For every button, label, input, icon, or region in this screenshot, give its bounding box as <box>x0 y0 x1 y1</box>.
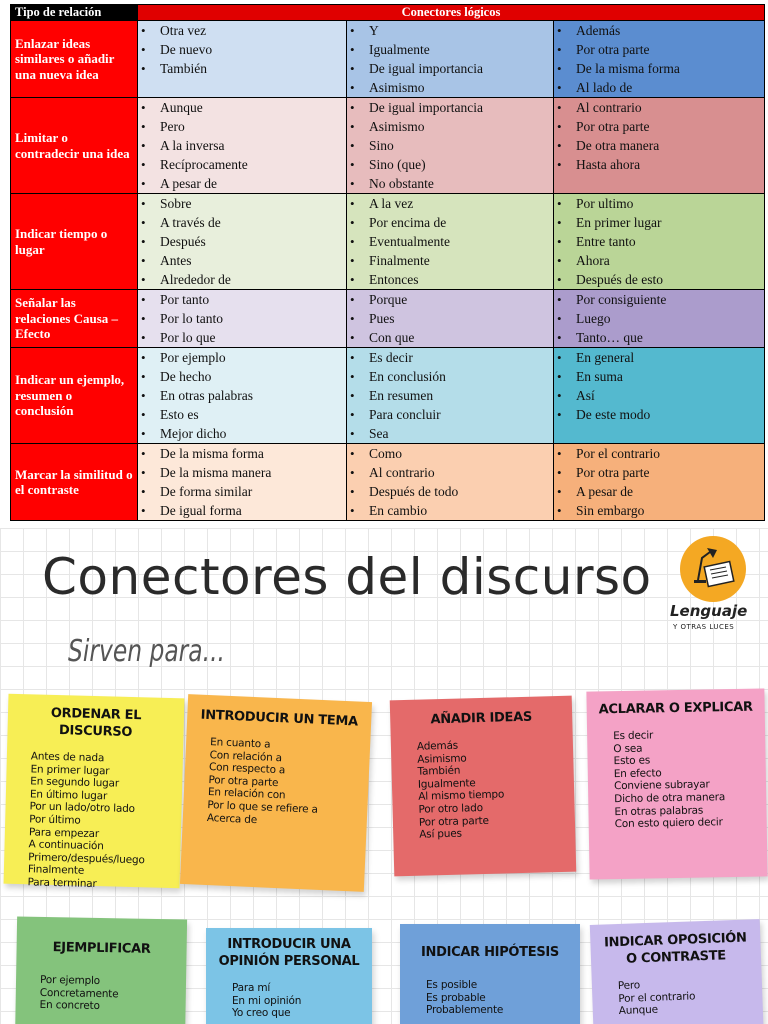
sticky-note-item: Dicho de otra manera <box>614 791 726 806</box>
sticky-note-item: Con relación a <box>209 748 283 764</box>
connector-item: • También <box>138 59 346 78</box>
logo-subtext: Y OTRAS LUCES <box>673 623 735 631</box>
connector-item: • Pero <box>138 117 346 136</box>
sticky-note-item: Por el contrario <box>618 989 696 1005</box>
connector-item: • A pesar de <box>138 174 346 193</box>
sticky-note-item: Con esto quiero decir <box>614 816 723 831</box>
sticky-note-item: Aunque <box>618 1003 659 1018</box>
sticky-note-item: Para terminar <box>27 876 97 891</box>
connector-item: • Es decir <box>347 348 553 367</box>
connector-cell <box>347 348 554 444</box>
sticky-note-item: También <box>417 764 461 778</box>
connectors-poster <box>0 528 768 1024</box>
connector-item: • De la misma forma <box>138 444 346 463</box>
sticky-note-item: Para mí <box>232 982 271 994</box>
sticky-note <box>206 928 372 1024</box>
sticky-note-item: Es decir <box>613 729 654 743</box>
lamp-book-logo-icon <box>680 536 746 602</box>
connector-item: • Por ultimo <box>554 194 764 213</box>
connector-cell <box>138 98 347 194</box>
connector-cell <box>138 194 347 290</box>
connector-item: • Antes <box>138 251 346 270</box>
connector-item: • Esto es <box>138 405 346 424</box>
sticky-note-item: En segundo lugar <box>30 775 120 790</box>
connector-item: • Como <box>347 444 553 463</box>
sticky-note-item: En relación con <box>207 786 286 802</box>
sticky-note <box>15 917 187 1024</box>
sticky-note-item: Por un lado/otro lado <box>29 800 135 816</box>
table-row <box>11 194 765 290</box>
connector-cell <box>554 21 765 98</box>
connector-item: • En otras palabras <box>138 386 346 405</box>
table-row <box>11 444 765 521</box>
sticky-note <box>400 924 580 1024</box>
connector-item: • En general <box>554 348 764 367</box>
connector-item: • En resumen <box>347 386 553 405</box>
sticky-note-item: Asimismo <box>417 752 467 766</box>
connector-cell <box>347 290 554 348</box>
connector-item: • De la misma manera <box>138 463 346 482</box>
connector-cell <box>554 348 765 444</box>
connector-item: • En conclusión <box>347 367 553 386</box>
header-relation-type: Tipo de relación <box>11 5 138 21</box>
connector-item: • De igual forma <box>138 501 346 520</box>
sticky-note-title: INDICAR OPOSICIÓN O CONTRASTE <box>603 930 747 967</box>
sticky-note-item: Es probable <box>426 991 486 1004</box>
connector-item: • En suma <box>554 367 764 386</box>
sticky-note <box>390 696 577 877</box>
connector-item: • Por el contrario <box>554 444 764 463</box>
connectors-table <box>10 4 765 521</box>
connector-item: • De igual importancia <box>347 98 553 117</box>
connector-cell <box>347 194 554 290</box>
table-row <box>11 348 765 444</box>
relation-type-cell: Indicar tiempo o lugar <box>11 194 138 290</box>
table-row <box>11 98 765 194</box>
connector-item: • Igualmente <box>347 40 553 59</box>
connector-item: • Por otra parte <box>554 117 764 136</box>
connector-item: • Ahora <box>554 251 764 270</box>
connector-item: • No obstante <box>347 174 553 193</box>
table-header-row <box>11 5 765 21</box>
connector-item: • De hecho <box>138 367 346 386</box>
sticky-note-title: INDICAR HIPÓTESIS <box>421 945 559 960</box>
header-logical-connectors: Conectores lógicos <box>138 5 765 21</box>
connector-item: • En primer lugar <box>554 213 764 232</box>
sticky-note-item: Además <box>416 739 459 753</box>
sticky-note-item: En cuanto a <box>209 736 271 751</box>
connector-item: • Por otra parte <box>554 463 764 482</box>
connector-item: • Recíprocamente <box>138 155 346 174</box>
connector-item: • Con que <box>347 328 553 347</box>
sticky-note-item: Con respecto a <box>208 761 286 777</box>
connector-item: • Así <box>554 386 764 405</box>
connector-cell <box>138 348 347 444</box>
connector-item: • De igual importancia <box>347 59 553 78</box>
connector-item: • Sino (que) <box>347 155 553 174</box>
sticky-note <box>180 694 372 892</box>
sticky-note-item: En efecto <box>613 767 662 780</box>
connector-item: • Pues <box>347 309 553 328</box>
connector-item: • Finalmente <box>347 251 553 270</box>
connector-item: • Por consiguiente <box>554 290 764 309</box>
connector-item: • Por encima de <box>347 213 553 232</box>
relation-type-cell: Limitar o contradecir una idea <box>11 98 138 194</box>
table-row <box>11 290 765 348</box>
sticky-note <box>590 919 764 1024</box>
sticky-note-title: INTRODUCIR UN TEMA <box>200 707 359 730</box>
connector-item: • Luego <box>554 309 764 328</box>
sticky-note-item: En otras palabras <box>614 804 704 818</box>
connector-item: • De la misma forma <box>554 59 764 78</box>
connector-item: • Por ejemplo <box>138 348 346 367</box>
connector-item: • Por lo tanto <box>138 309 346 328</box>
connector-item: • De otra manera <box>554 136 764 155</box>
poster-subtitle: Sirven para... <box>68 634 225 669</box>
sticky-note-title: INTRODUCIR UNA OPINIÓN PERSONAL <box>218 937 360 969</box>
connector-cell <box>554 444 765 521</box>
sticky-note-item: Acerca de <box>206 811 258 826</box>
connector-item: • Aunque <box>138 98 346 117</box>
connector-item: • Sino <box>347 136 553 155</box>
connector-item: • Al contrario <box>347 463 553 482</box>
connector-item: • Además <box>554 21 764 40</box>
connector-item: • Por lo que <box>138 328 346 347</box>
sticky-note-item: O sea <box>613 742 643 755</box>
connector-item: • A la inversa <box>138 136 346 155</box>
connector-item: • Eventualmente <box>347 232 553 251</box>
sticky-note-item: En mi opinión <box>232 994 302 1007</box>
connector-item: • Asimismo <box>347 78 553 97</box>
sticky-note-item: Es posible <box>426 979 477 991</box>
sticky-note-item: Por lo que se refiere a <box>207 798 319 816</box>
connector-item: • Tanto… que <box>554 328 764 347</box>
connector-cell <box>347 444 554 521</box>
table-row <box>11 21 765 98</box>
connector-item: • Entre tanto <box>554 232 764 251</box>
sticky-note-item: Yo creo que <box>232 1007 291 1020</box>
connector-item: • A pesar de <box>554 482 764 501</box>
connector-cell <box>138 21 347 98</box>
relation-type-cell: Indicar un ejemplo, resumen o conclusión <box>11 348 138 444</box>
sticky-note-item: Así pues <box>419 827 462 841</box>
connector-item: • A través de <box>138 213 346 232</box>
sticky-note-item: Probablemente <box>426 1004 504 1017</box>
relation-type-cell: Señalar las relaciones Causa – Efecto <box>11 290 138 348</box>
sticky-note-item: Primero/después/luego <box>28 851 145 867</box>
connector-item: • Sin embargo <box>554 501 764 520</box>
sticky-note-item: Concretamente <box>39 986 119 1000</box>
sticky-note-item: Al mismo tiempo <box>418 788 505 804</box>
connector-item: • Sobre <box>138 194 346 213</box>
sticky-note <box>4 694 185 889</box>
sticky-note-item: Por último <box>29 813 81 827</box>
connector-item: • Después de esto <box>554 270 764 289</box>
connector-item: • Entonces <box>347 270 553 289</box>
connector-item: • Mejor dicho <box>138 424 346 443</box>
connector-item: • Otra vez <box>138 21 346 40</box>
sticky-note-item: A continuación <box>28 838 104 853</box>
connector-item: • Después <box>138 232 346 251</box>
sticky-note <box>586 688 767 879</box>
sticky-note-item: Antes de nada <box>30 750 105 765</box>
sticky-note-title: ACLARAR O EXPLICAR <box>598 699 753 718</box>
sticky-note-title: AÑADIR IDEAS <box>430 709 533 728</box>
sticky-note-item: Igualmente <box>417 776 476 791</box>
connector-cell <box>138 444 347 521</box>
sticky-note-item: Finalmente <box>27 863 85 878</box>
sticky-note-item: En primer lugar <box>30 762 110 777</box>
sticky-note-item: Por otra parte <box>418 814 489 829</box>
connector-item: • Hasta ahora <box>554 155 764 174</box>
connector-item: • Y <box>347 21 553 40</box>
connector-item: • Al contrario <box>554 98 764 117</box>
connector-item: • Después de todo <box>347 482 553 501</box>
connector-item: • Para concluir <box>347 405 553 424</box>
sticky-note-item: Por otra parte <box>208 773 279 789</box>
relation-type-cell: Marcar la similitud o el contraste <box>11 444 138 521</box>
connector-cell <box>347 98 554 194</box>
connector-item: • Porque <box>347 290 553 309</box>
sticky-note-item: Conviene subrayar <box>613 778 710 793</box>
connector-cell <box>138 290 347 348</box>
logo-text: Lenguaje <box>670 602 748 620</box>
connector-item: • En cambio <box>347 501 553 520</box>
connector-item: • Por tanto <box>138 290 346 309</box>
connector-cell <box>554 290 765 348</box>
sticky-note-item: En concreto <box>39 999 100 1013</box>
connector-item: • Al lado de <box>554 78 764 97</box>
sticky-note-item: En último lugar <box>29 788 108 803</box>
sticky-note-title: EJEMPLIFICAR <box>52 940 151 957</box>
connector-item: • Por otra parte <box>554 40 764 59</box>
relation-type-cell: Enlazar ideas similares o añadir una nueva idea <box>11 21 138 98</box>
poster-title: Conectores del discurso <box>42 548 652 606</box>
sticky-note-title: ORDENAR EL DISCURSO <box>50 705 142 740</box>
connector-cell <box>554 98 765 194</box>
sticky-note-item: Para empezar <box>28 825 100 840</box>
sticky-note-item: Por ejemplo <box>39 973 101 987</box>
connector-item: • De forma similar <box>138 482 346 501</box>
connector-cell <box>347 21 554 98</box>
sticky-note-item: Por otro lado <box>418 801 484 816</box>
connector-item: • Sea <box>347 424 553 443</box>
connector-item: • De nuevo <box>138 40 346 59</box>
connector-item: • Alrededor de <box>138 270 346 289</box>
connector-item: • Asimismo <box>347 117 553 136</box>
connector-cell <box>554 194 765 290</box>
sticky-note-item: Pero <box>617 979 641 993</box>
sticky-note-item: Esto es <box>613 754 651 768</box>
connector-item: • A la vez <box>347 194 553 213</box>
connector-item: • De este modo <box>554 405 764 424</box>
